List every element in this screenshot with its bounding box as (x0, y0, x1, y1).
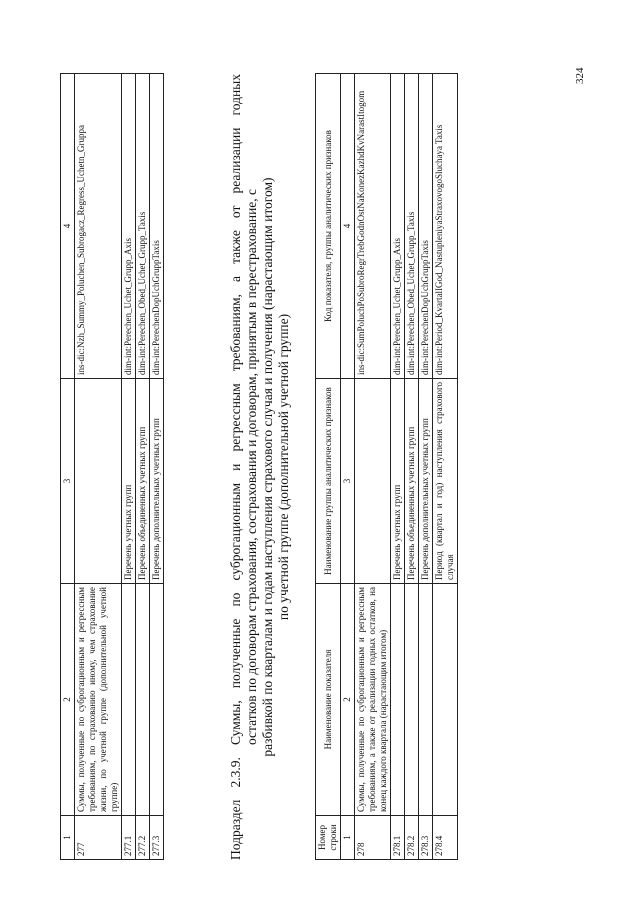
indicator-code: ins-dic:SumPoluchPoSubroRegrTrebGodnOstNaKonezKazhdKvNarastItogom (355, 74, 391, 379)
indicator-name (150, 584, 164, 816)
indicator-name (419, 584, 433, 816)
table-row (433, 74, 458, 860)
group-name (355, 379, 391, 584)
indicator-name (122, 584, 136, 816)
rotated-page (0, 35, 595, 890)
bottom-table (315, 73, 458, 860)
table-row (391, 74, 405, 860)
bottom-table-header (316, 74, 341, 860)
row-number: 278.1 (391, 816, 405, 860)
row-number: 278.3 (419, 816, 433, 860)
row-number: 277.2 (136, 816, 150, 860)
indicator-code: dim-int:Perechen_Uchet_Grupp_Axis (391, 74, 405, 379)
section-heading-line: по учетной группе (дополнительной учетной группе) (276, 313, 291, 621)
group-name: Перечень учетных групп (391, 379, 405, 584)
section-heading-line: остатков по договорам страхования, сострахования и договорам, принятым в перестрахование, с (244, 188, 259, 746)
header-row-number: Номер строки (316, 816, 341, 860)
group-name: Перечень объединенных учетных групп (405, 379, 419, 584)
table-row (405, 74, 419, 860)
indicator-name (405, 584, 419, 816)
group-name: Период (квартал и год) наступления страхового случая (433, 379, 458, 584)
row-number: 278.2 (405, 816, 419, 860)
table-row (75, 74, 122, 860)
group-name: Перечень дополнительных учетных групп (150, 379, 164, 584)
indicator-name: Суммы, полученные по суброгационным и регрессным требованиям, по страхованию иному, чем страхование жизни, по учетной группе (дополнительной учетной группе) (75, 584, 122, 816)
indicator-code: dim-int:Perechen_Obed_Uchet_Grupp_Taxis (405, 74, 419, 379)
top-table-col-numbers (61, 74, 75, 860)
table-row (150, 74, 164, 860)
row-number: 277 (75, 816, 122, 860)
col-number: 2 (341, 584, 355, 816)
indicator-code: dim-int:Perechen_Uchet_Grupp_Axis (122, 74, 136, 379)
indicator-code: ins-dic:Nzh_Summy_Poluchen_Subrogacz_Regress_Uchetn_Gruppa (75, 74, 122, 379)
page-number: 324 (574, 67, 586, 84)
indicator-code: dim-int:Perechen_Obed_Uchet_Grupp_Taxis (136, 74, 150, 379)
bottom-table-col-numbers (341, 74, 355, 860)
row-number: 278.4 (433, 816, 458, 860)
header-group-name: Наименование группы аналитических признаков (316, 379, 341, 584)
indicator-name (136, 584, 150, 816)
indicator-name (391, 584, 405, 816)
group-name: Перечень дополнительных учетных групп (419, 379, 433, 584)
table-row (136, 74, 150, 860)
indicator-code: dim-int:Period_KvartalIGod_NastupleniyaStraxovogoSluchaya Taxis (433, 74, 458, 379)
indicator-name: Суммы, полученные по суброгационным и регрессным требованиям, а также от реализации годных остатков, на конец каждого квартала (нарастающим итогом) (355, 584, 391, 816)
col-number: 2 (61, 584, 75, 816)
indicator-name (433, 584, 458, 816)
top-table (60, 73, 164, 860)
table-row (419, 74, 433, 860)
table-row (355, 74, 391, 860)
col-number: 3 (61, 379, 75, 584)
header-code: Код показателя, группы аналитических признаков (316, 74, 341, 379)
row-number: 278 (355, 816, 391, 860)
row-number: 277.1 (122, 816, 136, 860)
col-number: 3 (341, 379, 355, 584)
group-name: Перечень объединенных учетных групп (136, 379, 150, 584)
section-heading (228, 74, 292, 860)
section-heading-line: разбивкой по кварталам и годам наступления страхового случая и получения (нарастающим итогом) (260, 177, 275, 757)
header-indicator-name: Наименование показателя (316, 584, 341, 816)
table-row (122, 74, 136, 860)
indicator-code: dim-int:PerechenDopUchGruppTaxis (150, 74, 164, 379)
section-heading-line: Подраздел 2.3.9. Суммы, полученные по суброгационным и регрессным требованиям, а также от реализации годных (228, 74, 243, 860)
col-number: 4 (341, 74, 355, 379)
group-name (75, 379, 122, 584)
col-number: 1 (61, 816, 75, 860)
group-name: Перечень учетных групп (122, 379, 136, 584)
row-number: 277.3 (150, 816, 164, 860)
col-number: 4 (61, 74, 75, 379)
indicator-code: dim-int:PerechenDopUchGruppTaxis (419, 74, 433, 379)
col-number: 1 (341, 816, 355, 860)
